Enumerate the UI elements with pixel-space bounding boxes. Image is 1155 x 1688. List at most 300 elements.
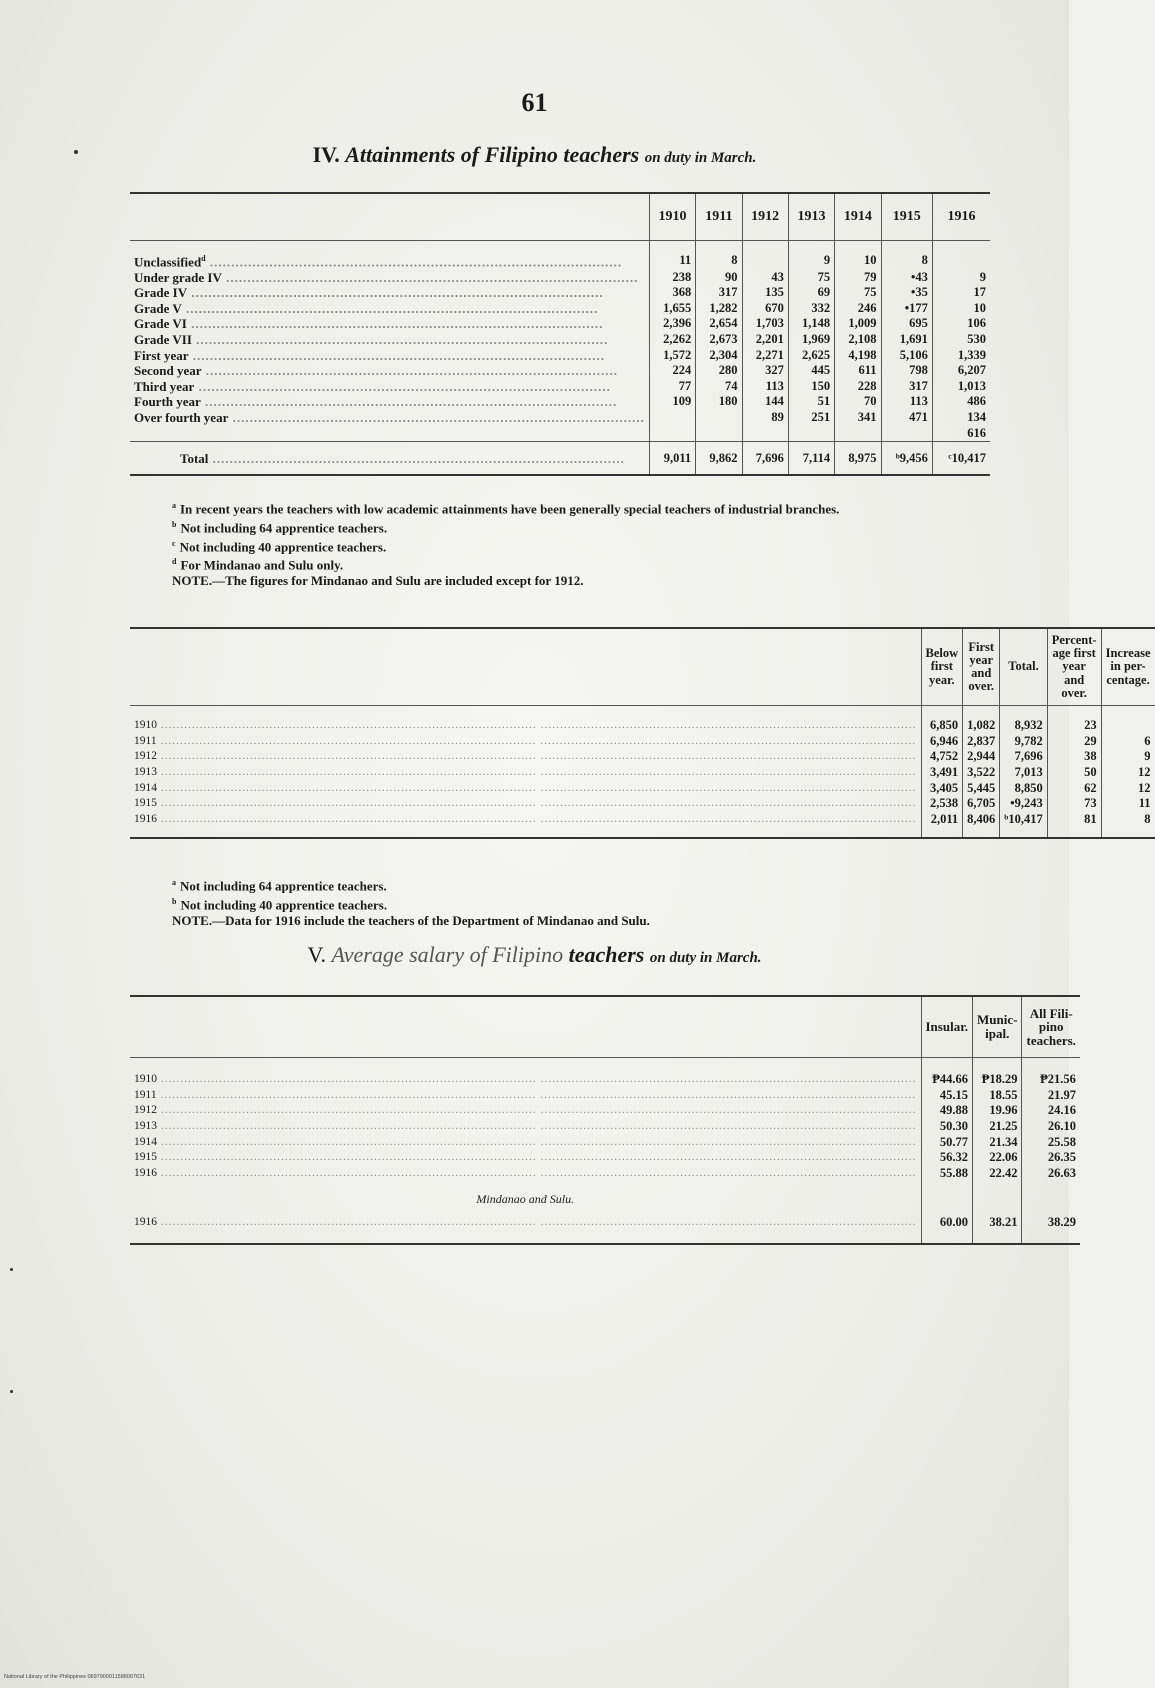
total-cell: 8,932 [1000, 706, 1047, 734]
row-label-text: Third year [134, 378, 195, 394]
row-label: 1916 ................................................................................................. ................................................................................................. [130, 812, 921, 839]
footnote [172, 913, 992, 929]
table-cell [649, 425, 695, 441]
table-cell: 113 [742, 378, 788, 394]
table-cell: •35 [881, 285, 932, 301]
table-row [130, 1207, 1080, 1244]
table-row [130, 780, 1155, 796]
table-cell: 224 [649, 363, 695, 379]
speck-mark [10, 1268, 13, 1271]
row-label: Total ................................................................................................. [130, 441, 649, 475]
table-cell [649, 410, 695, 426]
table-cell: 2,304 [696, 347, 742, 363]
row-label: 1911 ................................................................................................. ................................................................................................. [134, 734, 917, 747]
footnote-mark: c [172, 538, 176, 548]
year-label: 1910 [134, 719, 157, 732]
footnote-mark: a [172, 878, 176, 887]
footnote-mark: a [172, 501, 176, 510]
total-row [130, 441, 990, 475]
row-label: Third year ................................................................................................. [134, 378, 611, 394]
pct-cell: 23 [1047, 706, 1101, 734]
title-roman: V. [307, 942, 326, 967]
table-cell: 8 [696, 241, 742, 270]
table-cell: 2,262 [649, 332, 695, 348]
first-cell: 2,944 [963, 749, 1000, 765]
table-cell: 10 [835, 241, 881, 270]
table-row [130, 425, 990, 441]
table-cell: 90 [696, 269, 742, 285]
footnote [138, 536, 988, 555]
row-label: 1915 ................................................................................................. ................................................................................................. [134, 1151, 917, 1164]
below-cell: 4,752 [921, 749, 963, 765]
inc-cell: 6 [1101, 734, 1154, 750]
column-header: 1912 [742, 193, 788, 241]
all-cell: 24.16 [1022, 1103, 1080, 1119]
table-cell: 1,572 [649, 347, 695, 363]
attainments-table [130, 192, 990, 476]
footnote-text: NOTE.—The figures for Mindanao and Sulu are included except for 1912. [172, 573, 584, 589]
pct-cell: 73 [1047, 796, 1101, 812]
table-cell: 134 [932, 410, 990, 426]
table-cell: 106 [932, 316, 990, 332]
percentage-table-notes [172, 875, 992, 928]
all-cell: 26.10 [1022, 1119, 1080, 1135]
footer-caption: National Library of the Philippines 0697900011588007631 [4, 1674, 146, 1680]
footnote [138, 517, 988, 536]
row-label-text: Grade VI [134, 316, 187, 332]
table-cell: 611 [835, 363, 881, 379]
table-row [130, 812, 1155, 839]
row-label: 1916 ................................................................................................. ................................................................................................. [134, 1166, 917, 1179]
footnote-text: Not including 40 apprentice teachers. [179, 538, 387, 554]
table-row [130, 410, 990, 426]
table-cell [835, 425, 881, 441]
table-cell: 180 [696, 394, 742, 410]
total-cell: 7,114 [788, 441, 834, 475]
footnote [138, 573, 988, 589]
table-cell: 2,625 [788, 347, 834, 363]
table-row [130, 706, 1155, 734]
table-cell: 74 [696, 378, 742, 394]
year-label: 1913 [134, 766, 157, 779]
table-cell: 1,009 [835, 316, 881, 332]
table-cell: 251 [788, 410, 834, 426]
table-cell: 1,655 [649, 301, 695, 317]
table-row [130, 332, 990, 348]
footnote [138, 554, 988, 573]
row-label: 1912 ................................................................................................. ................................................................................................. [134, 1104, 917, 1117]
insular-cell: 50.77 [921, 1134, 973, 1150]
row-label-text: Grade VII [134, 332, 192, 347]
table-cell [932, 241, 990, 270]
table-cell: 332 [788, 301, 834, 317]
row-label: Grade VI ................................................................................................. [134, 316, 604, 332]
table-cell: 9 [932, 269, 990, 285]
inc-cell: 11 [1101, 796, 1154, 812]
row-label-text: Grade IV [134, 285, 188, 301]
table-row [130, 1119, 1080, 1135]
table-cell: 445 [788, 363, 834, 379]
year-label: 1910 [134, 1073, 157, 1086]
row-label: 1910 ................................................................................................. ................................................................................................. [134, 1073, 917, 1086]
table-row [130, 734, 1155, 750]
row-label-text: Under grade IV [134, 269, 222, 285]
table-cell [742, 425, 788, 441]
row-label: 1916 ................................................................................................. ................................................................................................. [130, 1207, 921, 1244]
table-cell [788, 425, 834, 441]
table-cell: 6,207 [932, 363, 990, 379]
row-label: 1910 ................................................................................................. ................................................................................................. [134, 719, 917, 732]
row-label: 1913 ................................................................................................. ................................................................................................. [134, 1120, 917, 1133]
footnote-mark: b [172, 519, 177, 529]
table-cell: 1,339 [932, 347, 990, 363]
table-cell: 10 [932, 301, 990, 317]
total-cell: 9,782 [1000, 734, 1047, 750]
all-cell: 38.29 [1022, 1207, 1080, 1244]
table-row [130, 241, 990, 270]
below-first-year-header: Below first year. [921, 628, 963, 706]
table-row [130, 1088, 1080, 1104]
total-cell: 9,011 [649, 441, 695, 475]
table-cell: 150 [788, 378, 834, 394]
footnote [138, 498, 988, 517]
pct-cell: 29 [1047, 734, 1101, 750]
empty-cell [973, 1181, 1022, 1207]
table-cell [742, 241, 788, 270]
table-row [130, 749, 1155, 765]
row-label: Grade IV ................................................................................................. [134, 285, 604, 301]
table-cell: 616 [932, 425, 990, 441]
year-label: 1914 [134, 1135, 157, 1148]
pct-cell: 62 [1047, 780, 1101, 796]
row-label: Under grade IV ................................................................................................. [134, 269, 639, 285]
first-cell: 6,705 [963, 796, 1000, 812]
table-row [130, 1150, 1080, 1166]
row-label: 1913 ................................................................................................. ................................................................................................. [134, 766, 917, 779]
table-cell: •43 [881, 269, 932, 285]
title-text: teachers [568, 942, 645, 967]
pct-cell: 50 [1047, 765, 1101, 781]
table-cell: 4,198 [835, 347, 881, 363]
page-number: 61 [521, 88, 548, 117]
table-row [130, 796, 1155, 812]
table-cell: 113 [881, 394, 932, 410]
all-cell: 25.58 [1022, 1134, 1080, 1150]
table-row [130, 301, 990, 317]
municipal-cell: 21.34 [973, 1134, 1022, 1150]
total-header: Total. [1000, 628, 1047, 706]
total-cell: 8,850 [1000, 780, 1047, 796]
insular-cell: 60.00 [921, 1207, 973, 1244]
column-header: 1914 [835, 193, 881, 241]
footnote-text: In recent years the teachers with low academic attainments have been generally special teachers of industrial branches. [180, 501, 840, 517]
table-cell: 77 [649, 378, 695, 394]
all-teachers-header: All Fili- pino teachers. [1022, 996, 1080, 1058]
table-cell: 2,654 [696, 316, 742, 332]
municipal-cell: 22.06 [973, 1150, 1022, 1166]
insular-cell: 45.15 [921, 1088, 973, 1104]
row-label: Over fourth year ................................................................................................. [134, 409, 645, 425]
table-cell: 69 [788, 285, 834, 301]
table-cell: 2,108 [835, 332, 881, 348]
insular-cell: 50.30 [921, 1119, 973, 1135]
first-cell: 2,837 [963, 734, 1000, 750]
column-header: 1910 [649, 193, 695, 241]
column-header: 1913 [788, 193, 834, 241]
row-label: 1914 ................................................................................................. ................................................................................................. [134, 781, 917, 794]
empty-cell [1022, 1181, 1080, 1207]
table-cell: 341 [835, 410, 881, 426]
table-cell: 368 [649, 285, 695, 301]
table-cell: 798 [881, 363, 932, 379]
table-cell [696, 410, 742, 426]
total-cell: ᵇ9,456 [881, 441, 932, 475]
year-label: 1913 [134, 1120, 157, 1133]
column-header: 1916 [932, 193, 990, 241]
below-cell: 2,538 [921, 796, 963, 812]
below-cell: 6,946 [921, 734, 963, 750]
table-cell: 8 [881, 241, 932, 270]
footnote-text: NOTE.—Data for 1916 include the teachers of the Department of Mindanao and Sulu. [172, 912, 650, 928]
footnote-mark: d [201, 254, 206, 263]
table-row [130, 1058, 1080, 1088]
table-cell: 75 [835, 285, 881, 301]
inc-cell: 12 [1101, 765, 1154, 781]
insular-cell: 55.88 [921, 1166, 973, 1182]
table-row [130, 1166, 1080, 1182]
table-cell: 670 [742, 301, 788, 317]
row-label: Second year ................................................................................................. [134, 363, 619, 379]
row-label-text: Fourth year [134, 394, 201, 410]
percentage-header: Percent- age first year and over. [1047, 628, 1101, 706]
column-header: 1911 [696, 193, 742, 241]
inc-cell: 8 [1101, 812, 1154, 839]
municipal-cell: 38.21 [973, 1207, 1022, 1244]
row-label: 1911 ................................................................................................. ................................................................................................. [134, 1088, 917, 1101]
year-label: 1911 [134, 734, 157, 747]
table-cell: 486 [932, 394, 990, 410]
footnote-text: For Mindanao and Sulu only. [180, 557, 344, 573]
stub-header [130, 628, 921, 706]
table-header-row [130, 996, 1080, 1058]
table-cell: 5,106 [881, 347, 932, 363]
total-cell: 7,696 [742, 441, 788, 475]
table-cell: 2,673 [696, 332, 742, 348]
table-cell: 317 [696, 285, 742, 301]
footnote-mark: b [172, 896, 177, 906]
table-cell: 280 [696, 363, 742, 379]
all-cell: 26.63 [1022, 1166, 1080, 1182]
table-cell: 2,271 [742, 347, 788, 363]
table-iv-title [0, 142, 1069, 168]
municipal-header: Munic- ipal. [973, 996, 1022, 1058]
table-cell: 11 [649, 241, 695, 270]
insular-header: Insular. [921, 996, 973, 1058]
row-label-text: Unclassified [134, 254, 202, 270]
municipal-cell: 22.42 [973, 1166, 1022, 1182]
column-header: 1915 [881, 193, 932, 241]
row-label-text: Over fourth year [134, 409, 229, 425]
total-cell: 8,975 [835, 441, 881, 475]
table-cell: 70 [835, 394, 881, 410]
total-cell: 7,013 [1000, 765, 1047, 781]
row-label: 1914 ................................................................................................. ................................................................................................. [134, 1135, 917, 1148]
footnote [172, 875, 992, 894]
total-cell: 9,862 [696, 441, 742, 475]
year-label: 1915 [134, 1151, 157, 1164]
below-cell: 2,011 [921, 812, 963, 839]
year-label: 1916 [134, 1166, 157, 1179]
footnote [172, 894, 992, 913]
first-cell: 5,445 [963, 780, 1000, 796]
table-cell [696, 425, 742, 441]
table-cell: 238 [649, 269, 695, 285]
table-cell: 89 [742, 410, 788, 426]
stub-header [130, 996, 921, 1058]
salary-table [130, 995, 1080, 1245]
empty-cell [921, 1181, 973, 1207]
table-cell: 2,201 [742, 332, 788, 348]
pct-cell: 38 [1047, 749, 1101, 765]
table-cell: 1,969 [788, 332, 834, 348]
year-label: 1915 [134, 797, 157, 810]
table-row [130, 394, 990, 410]
table-cell: 75 [788, 269, 834, 285]
table-cell: 327 [742, 363, 788, 379]
table-cell: 135 [742, 285, 788, 301]
year-label: 1914 [134, 781, 157, 794]
below-cell: 3,491 [921, 765, 963, 781]
table-row [130, 347, 990, 363]
table-cell: 51 [788, 394, 834, 410]
table-cell: 9 [788, 241, 834, 270]
table-cell: 109 [649, 394, 695, 410]
year-label: 1912 [134, 1104, 157, 1117]
table-cell: 1,148 [788, 316, 834, 332]
title-text: Attainments of Filipino teachers [345, 142, 640, 167]
total-label: Total [180, 451, 209, 467]
all-cell: 21.97 [1022, 1088, 1080, 1104]
subheading-row [130, 1181, 1080, 1207]
table-cell: 246 [835, 301, 881, 317]
table-v-title [0, 942, 1069, 968]
total-cell: 7,696 [1000, 749, 1047, 765]
total-cell: ᶜ10,417 [932, 441, 990, 475]
table-row [130, 1103, 1080, 1119]
table-row [130, 285, 990, 301]
row-label-text: First year [134, 347, 189, 363]
inc-cell: 12 [1101, 780, 1154, 796]
table-row [130, 765, 1155, 781]
total-cell: •9,243 [1000, 796, 1047, 812]
pct-cell: 81 [1047, 812, 1101, 839]
below-cell: 6,850 [921, 706, 963, 734]
row-label: Unclassified$^d$ ................................................................................................. [134, 254, 623, 270]
row-label: First year ................................................................................................. [134, 347, 606, 363]
table-row [130, 1134, 1080, 1150]
row-label-text: Second year [134, 363, 202, 379]
stub-header [130, 193, 649, 241]
title-text-small: on duty in March. [644, 150, 757, 166]
year-label: 1911 [134, 1088, 157, 1101]
row-label-text: Grade V [134, 300, 182, 316]
table-cell: 144 [742, 394, 788, 410]
row-label: Fourth year ................................................................................................. [134, 394, 618, 410]
insular-cell: 49.88 [921, 1103, 973, 1119]
row-label: Grade VII ................................................................................................. [134, 332, 609, 347]
municipal-cell: 18.55 [973, 1088, 1022, 1104]
table-cell: 695 [881, 316, 932, 332]
below-cell: 3,405 [921, 780, 963, 796]
municipal-cell: 19.96 [973, 1103, 1022, 1119]
table-cell: 17 [932, 285, 990, 301]
table-cell: 228 [835, 378, 881, 394]
footnote-text: Not including 64 apprentice teachers. [180, 878, 387, 894]
insular-cell: ₱44.66 [921, 1058, 973, 1088]
table-cell: 1,282 [696, 301, 742, 317]
table-cell: 471 [881, 410, 932, 426]
table-cell: 79 [835, 269, 881, 285]
all-cell: 26.35 [1022, 1150, 1080, 1166]
total-cell: ᵇ10,417 [1000, 812, 1047, 839]
first-cell: 3,522 [963, 765, 1000, 781]
first-cell: 1,082 [963, 706, 1000, 734]
year-label: 1916 [134, 1216, 157, 1229]
footnote-text: Not including 64 apprentice teachers. [180, 520, 388, 536]
table-header-row [130, 628, 1155, 706]
title-roman: IV. [312, 142, 340, 167]
footnote-text: Not including 40 apprentice teachers. [180, 897, 388, 913]
table-cell: 1,691 [881, 332, 932, 348]
row-label: 1915 ................................................................................................. ................................................................................................. [134, 797, 917, 810]
percentage-table [130, 627, 1155, 839]
table-cell: 2,396 [649, 316, 695, 332]
row-label: 1912 ................................................................................................. ................................................................................................. [134, 750, 917, 763]
all-cell: ₱21.56 [1022, 1058, 1080, 1088]
table-cell: 1,703 [742, 316, 788, 332]
table-row [130, 316, 990, 332]
table-cell [881, 425, 932, 441]
inc-cell: 9 [1101, 749, 1154, 765]
first-year-over-header: First year and over. [963, 628, 1000, 706]
subheading: Mindanao and Sulu. [476, 1192, 575, 1207]
insular-cell: 56.32 [921, 1150, 973, 1166]
table-iv-notes [138, 498, 988, 589]
table-cell: 1,013 [932, 378, 990, 394]
table-row [130, 363, 990, 379]
title-text-small: on duty in March. [649, 950, 762, 966]
table-cell: •177 [881, 301, 932, 317]
title-text-light: Average salary of Filipino [331, 942, 564, 967]
inc-cell [1101, 706, 1154, 734]
year-label: 1916 [134, 812, 157, 825]
table-cell: 43 [742, 269, 788, 285]
row-label [130, 425, 649, 441]
year-label: 1912 [134, 750, 157, 763]
first-cell: 8,406 [963, 812, 1000, 839]
row-label: Grade V ................................................................................................. [134, 300, 599, 316]
speck-mark [10, 1390, 13, 1393]
increase-header: Increase in per- centage. [1101, 628, 1154, 706]
table-row [130, 269, 990, 285]
footnote-mark: d [172, 557, 177, 567]
table-cell: 530 [932, 332, 990, 348]
table-header-row [130, 193, 990, 241]
municipal-cell: 21.25 [973, 1119, 1022, 1135]
table-cell: 317 [881, 378, 932, 394]
municipal-cell: ₱18.29 [973, 1058, 1022, 1088]
table-row [130, 378, 990, 394]
